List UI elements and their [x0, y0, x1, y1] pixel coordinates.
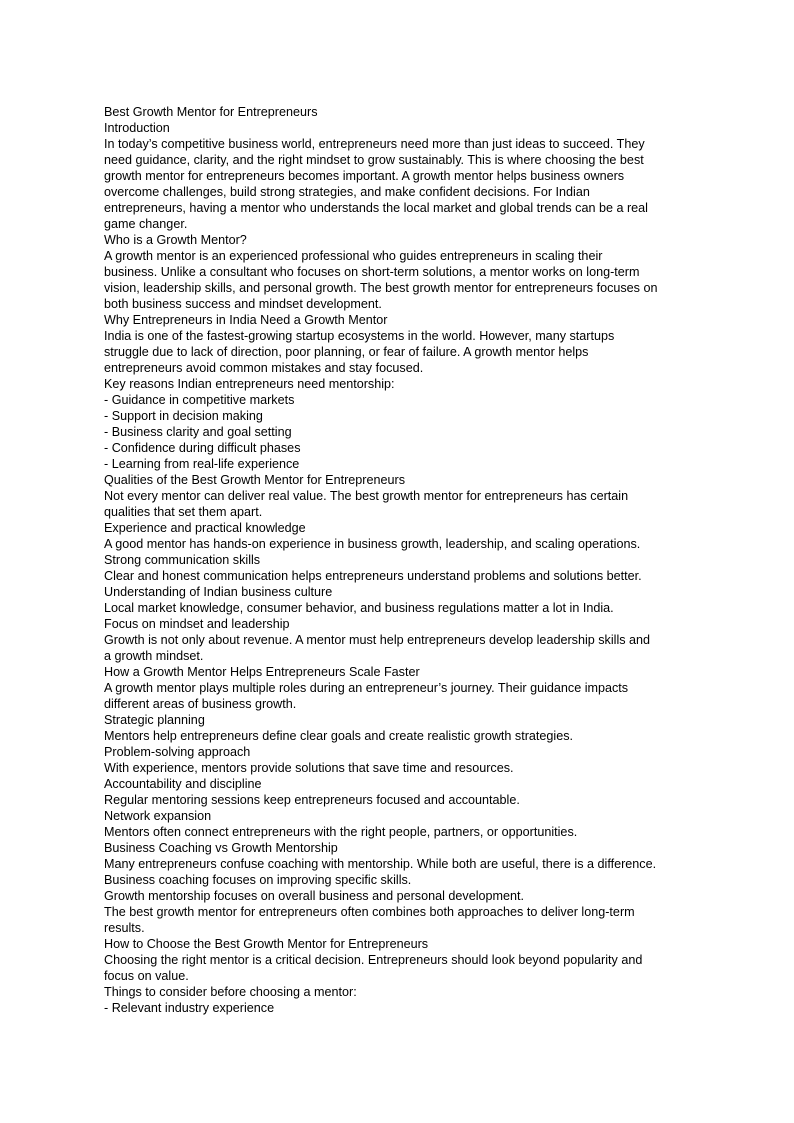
paragraph-line: game changer.	[104, 217, 188, 231]
paragraph-line: both business success and mindset development.	[104, 297, 382, 311]
paragraph-line: focus on value.	[104, 969, 189, 983]
section-heading: How a Growth Mentor Helps Entrepreneurs Scale Faster	[104, 665, 420, 679]
paragraph-line: need guidance, clarity, and the right mindset to grow sustainably. This is where choosing the best	[104, 153, 644, 167]
subsection-heading: Strategic planning	[104, 713, 205, 727]
paragraph-line: India is one of the fastest-growing startup ecosystems in the world. However, many startups	[104, 329, 615, 343]
paragraph-line: entrepreneurs avoid common mistakes and stay focused.	[104, 361, 424, 375]
subsection-heading: Accountability and discipline	[104, 777, 262, 791]
paragraph-line: different areas of business growth.	[104, 697, 297, 711]
paragraph-line: business. Unlike a consultant who focuses on short-term solutions, a mentor works on long-term	[104, 265, 640, 279]
paragraph-line: Choosing the right mentor is a critical decision. Entrepreneurs should look beyond popularity and	[104, 953, 643, 967]
paragraph-line: A good mentor has hands-on experience in business growth, leadership, and scaling operations.	[104, 537, 641, 551]
section-heading: Introduction	[104, 121, 170, 135]
paragraph-line: growth mentor for entrepreneurs becomes important. A growth mentor helps business owners	[104, 169, 625, 183]
paragraph-line: Growth mentorship focuses on overall business and personal development.	[104, 889, 525, 903]
list-item: - Support in decision making	[104, 409, 263, 423]
list-item: - Relevant industry experience	[104, 1001, 275, 1015]
paragraph-line: The best growth mentor for entrepreneurs often combines both approaches to deliver long-term	[104, 905, 635, 919]
list-intro: Things to consider before choosing a mentor:	[104, 985, 357, 999]
subsection-heading: Focus on mindset and leadership	[104, 617, 290, 631]
list-item: - Business clarity and goal setting	[104, 425, 292, 439]
list-intro: Key reasons Indian entrepreneurs need mentorship:	[104, 377, 395, 391]
document-title: Best Growth Mentor for Entrepreneurs	[104, 105, 318, 119]
paragraph-line: struggle due to lack of direction, poor planning, or fear of failure. A growth mentor helps	[104, 345, 589, 359]
subsection-heading: Problem-solving approach	[104, 745, 251, 759]
paragraph-line: A growth mentor is an experienced professional who guides entrepreneurs in scaling their	[104, 249, 603, 263]
section-heading: Business Coaching vs Growth Mentorship	[104, 841, 338, 855]
paragraph-line: Business coaching focuses on improving specific skills.	[104, 873, 412, 887]
paragraph-line: Not every mentor can deliver real value. The best growth mentor for entrepreneurs has certain	[104, 489, 629, 503]
paragraph-line: With experience, mentors provide solutions that save time and resources.	[104, 761, 514, 775]
paragraph-line: results.	[104, 921, 145, 935]
subsection-heading: Network expansion	[104, 809, 212, 823]
paragraph-line: a growth mindset.	[104, 649, 204, 663]
subsection-heading: Experience and practical knowledge	[104, 521, 306, 535]
section-heading: Who is a Growth Mentor?	[104, 233, 247, 247]
section-heading: Why Entrepreneurs in India Need a Growth Mentor	[104, 313, 388, 327]
paragraph-line: qualities that set them apart.	[104, 505, 263, 519]
paragraph-line: Local market knowledge, consumer behavior, and business regulations matter a lot in India.	[104, 601, 614, 615]
paragraph-line: A growth mentor plays multiple roles during an entrepreneur’s journey. Their guidance impacts	[104, 681, 629, 695]
paragraph-line: Mentors often connect entrepreneurs with the right people, partners, or opportunities.	[104, 825, 578, 839]
section-heading: How to Choose the Best Growth Mentor for Entrepreneurs	[104, 937, 429, 951]
paragraph-line: Regular mentoring sessions keep entrepreneurs focused and accountable.	[104, 793, 520, 807]
paragraph-line: overcome challenges, build strong strategies, and make confident decisions. For Indian	[104, 185, 590, 199]
list-item: - Guidance in competitive markets	[104, 393, 295, 407]
paragraph-line: Growth is not only about revenue. A mentor must help entrepreneurs develop leadership skills and	[104, 633, 651, 647]
paragraph-line: Mentors help entrepreneurs define clear goals and create realistic growth strategies.	[104, 729, 574, 743]
document-page	[104, 104, 704, 1016]
subsection-heading: Strong communication skills	[104, 553, 261, 567]
paragraph-line: Many entrepreneurs confuse coaching with mentorship. While both are useful, there is a difference.	[104, 857, 657, 871]
paragraph-line: In today’s competitive business world, entrepreneurs need more than just ideas to succeed. They	[104, 137, 645, 151]
subsection-heading: Understanding of Indian business culture	[104, 585, 333, 599]
paragraph-line: Clear and honest communication helps entrepreneurs understand problems and solutions better.	[104, 569, 642, 583]
section-heading: Qualities of the Best Growth Mentor for Entrepreneurs	[104, 473, 405, 487]
paragraph-line: entrepreneurs, having a mentor who understands the local market and global trends can be a real	[104, 201, 648, 215]
list-item: - Confidence during difficult phases	[104, 441, 301, 455]
paragraph-line: vision, leadership skills, and personal growth. The best growth mentor for entrepreneurs focuses on	[104, 281, 658, 295]
list-item: - Learning from real-life experience	[104, 457, 300, 471]
